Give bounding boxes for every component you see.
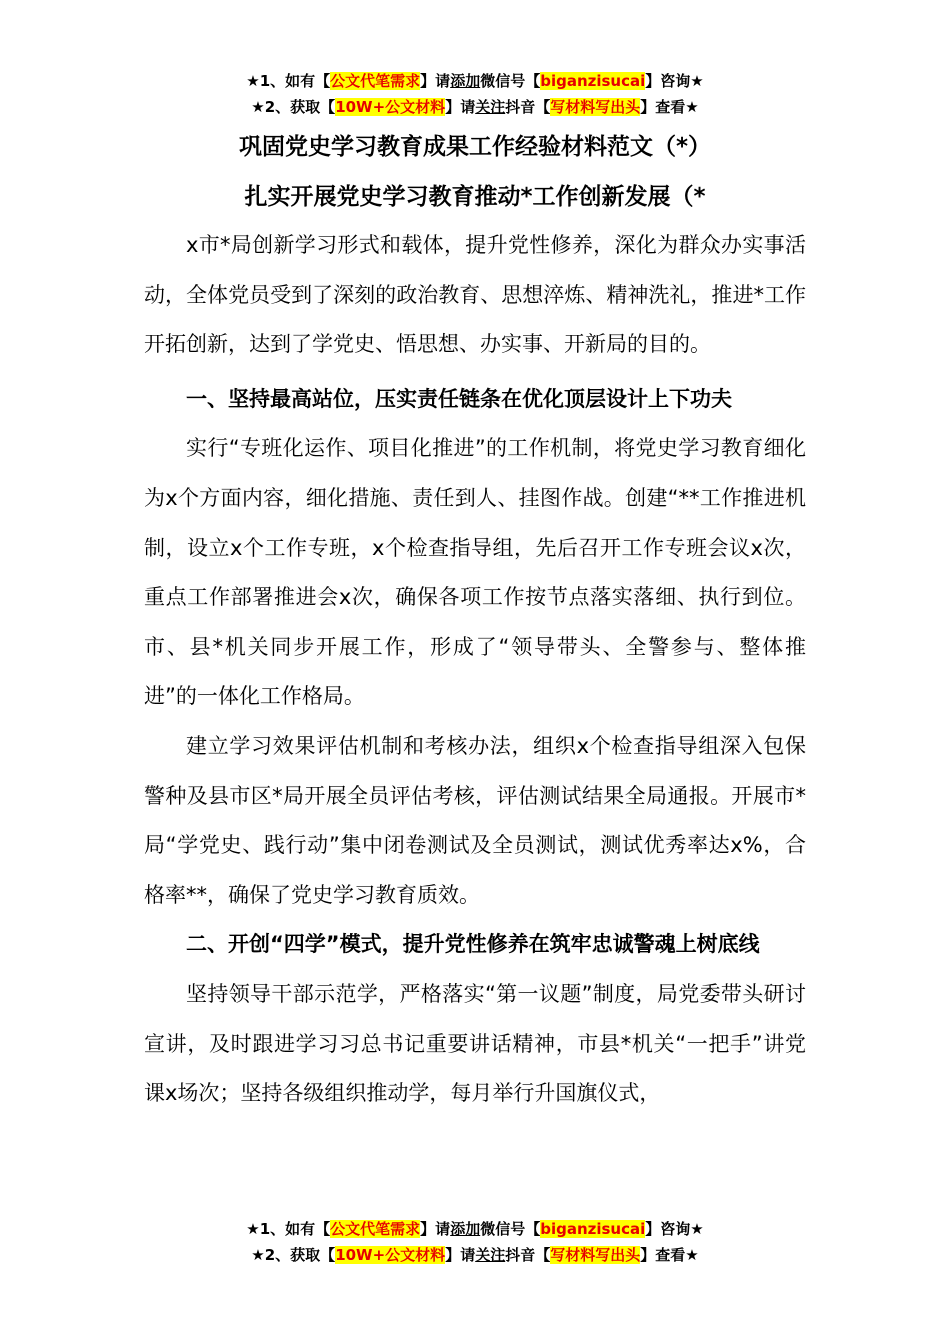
highlight-wechat-id: biganzisucai xyxy=(540,1220,646,1238)
underline-add: 添加 xyxy=(450,72,481,90)
promo-line-2: ★2、获取【10W+公文材料】请关注抖音【写材料写出头】查看★ xyxy=(251,98,699,116)
intro-paragraph: x市*局创新学习形式和载体，提升党性修养，深化为群众办实事活动，全体党员受到了深刻的政治教育、思想淬炼、精神洗礼，推进*工作开拓创新，达到了学党史、悟思想、办实事、开新局的目的。 xyxy=(144,233,806,357)
highlight-materials: 10W+公文材料 xyxy=(335,1246,446,1264)
highlight-service: 公文代笔需求 xyxy=(330,1220,421,1238)
underline-follow: 关注 xyxy=(475,98,506,116)
document-subtitle: 扎实开展党史学习教育推动*工作创新发展（* xyxy=(244,184,706,210)
section-1-heading: 一、坚持最高站位，压实责任链条在优化顶层设计上下功夫 xyxy=(186,386,732,411)
document-body xyxy=(144,221,806,1119)
section-1-paragraph-1: 实行“专班化运作、项目化推进”的工作机制，将党史学习教育细化为x个方面内容，细化措施、责任到人、挂图作战。创建“**工作推进机制，设立x个工作专班，x个检查指导组，先后召开工作专班会议x次，重点工作部署推进会x次，确保各项工作按节点落实落细、执行到位。市、县*机关同步开展工作，形成了“领导带头、全警参与、整体推进”的一体化工作格局。 xyxy=(144,436,806,709)
highlight-douyin: 写材料写出头 xyxy=(550,1246,641,1264)
underline-follow: 关注 xyxy=(475,1246,506,1264)
section-2-paragraph-1: 坚持领导干部示范学，严格落实“第一议题”制度，局党委带头研讨宣讲，及时跟进学习习总书记重要讲话精神，市县*机关“一把手”讲党课x场次；坚持各级组织推动学，每月举行升国旗仪式， xyxy=(144,981,806,1106)
document-title: 巩固党史学习教育成果工作经验材料范文（*） xyxy=(238,134,712,160)
highlight-materials: 10W+公文材料 xyxy=(335,98,446,116)
highlight-douyin: 写材料写出头 xyxy=(550,98,641,116)
promo-line-1: ★1、如有【公文代笔需求】请添加微信号【biganzisucai】咨询★ xyxy=(246,72,704,90)
promo-line-1: ★1、如有【公文代笔需求】请添加微信号【biganzisucai】咨询★ xyxy=(246,1220,704,1238)
section-2-heading: 二、开创“四学”模式，提升党性修养在筑牢忠诚警魂上树底线 xyxy=(186,932,760,957)
highlight-service: 公文代笔需求 xyxy=(330,72,421,90)
section-1-paragraph-2: 建立学习效果评估机制和考核办法，组织x个检查指导组深入包保警种及县市区*局开展全员评估考核，评估测试结果全局通报。开展市*局“学党史、践行动”集中闭卷测试及全员测试，测试优秀率达x%，合格率**，确保了党史学习教育质效。 xyxy=(144,733,806,907)
promo-banner-top xyxy=(0,68,950,120)
underline-add: 添加 xyxy=(450,1220,481,1238)
highlight-wechat-id: biganzisucai xyxy=(540,72,646,90)
promo-banner-bottom xyxy=(0,1216,950,1268)
promo-line-2: ★2、获取【10W+公文材料】请关注抖音【写材料写出头】查看★ xyxy=(251,1246,699,1264)
